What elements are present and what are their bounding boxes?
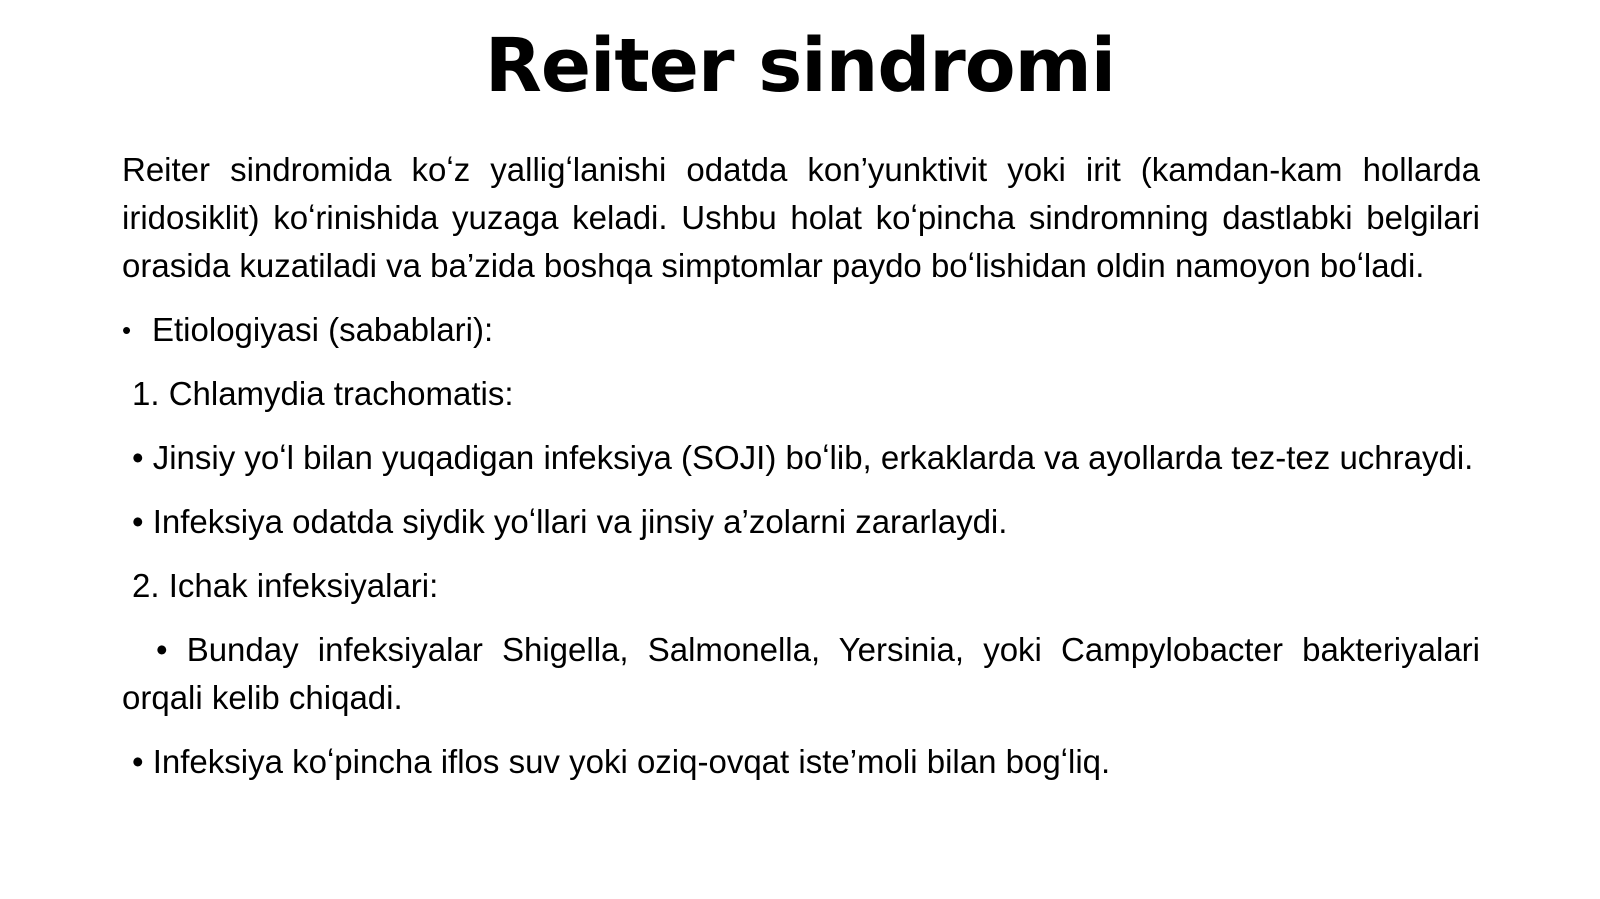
bullet-icon: • (122, 315, 132, 345)
item-2-point-1: • Bunday infeksiyalar Shigella, Salmonella, Yersinia, yoki Campylobacter bakteriyalari orqali kelib chiqadi. (122, 631, 1480, 716)
item-1-point-1: • Jinsiy yoʻl bilan yuqadigan infeksiya (SOJI) boʻlib, erkaklarda va ayollarda tez-tez uchraydi. (132, 439, 1474, 476)
item-heading-2: 2. Ichak infeksiyalari: (132, 567, 439, 604)
item-heading-1: 1. Chlamydia trachomatis: (132, 375, 514, 412)
slide-content (122, 146, 1480, 786)
etiology-heading: Etiologiyasi (sabablari): (152, 311, 494, 348)
intro-paragraph: Reiter sindromida koʻz yalligʻlanishi odatda kon’yunktivit yoki irit (kamdan-kam hollarda iridosiklit) koʻrinishida yuzaga keladi. Ushbu holat koʻpincha sindromning dastlabki belgilari orasida kuzatiladi va ba’zida boshqa simptomlar paydo boʻlishidan oldin namoyon boʻladi. (122, 151, 1480, 284)
item-1-point-2: • Infeksiya odatda siydik yoʻllari va jinsiy a’zolarni zararlaydi. (132, 503, 1008, 540)
slide-title: Reiter sindromi (484, 23, 1116, 109)
item-2-point-2: • Infeksiya koʻpincha iflos suv yoki oziq-ovqat iste’moli bilan bogʻliq. (132, 743, 1111, 780)
etiology-bullet (122, 306, 1480, 354)
